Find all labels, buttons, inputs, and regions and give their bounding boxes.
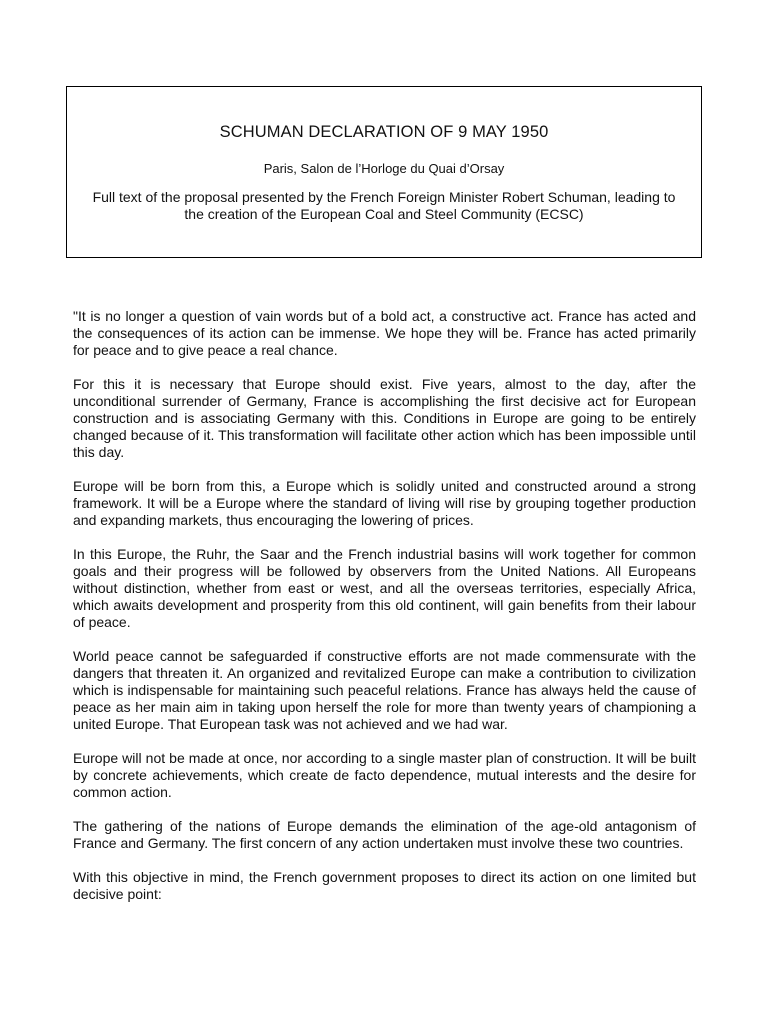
paragraph: Europe will be born from this, a Europe which is solidly united and constructed around a strong framework. It will be a Europe where the standard of living will rise by grouping together production and expanding markets, thus encouraging the lowering of prices.: [73, 478, 696, 528]
paragraph: World peace cannot be safeguarded if constructive efforts are not made commensurate with the dangers that threaten it. An organized and revitalized Europe can make a contribution to civilization which is indispensable for maintaining such peaceful relations. France has always held the cause of peace as her main aim in taking upon herself the role for more than twenty years of championing a united Europe. That European task was not achieved and we had war.: [73, 648, 696, 732]
document-intro: Full text of the proposal presented by the French Foreign Minister Robert Schuman, leading to the creation of the European Coal and Steel Community (ECSC): [92, 189, 676, 222]
header-box: [66, 86, 702, 258]
document-place: Paris, Salon de l’Horloge du Quai d’Orsay: [263, 161, 505, 176]
declaration-body: [73, 308, 696, 920]
paragraph: The gathering of the nations of Europe demands the elimination of the age-old antagonism of France and Germany. The first concern of any action undertaken must involve these two countries.: [73, 818, 696, 851]
paragraph: For this it is necessary that Europe should exist. Five years, almost to the day, after the unconditional surrender of Germany, France is accomplishing the first decisive act for European construction and is associating Germany with this. Conditions in Europe are going to be entirely changed because of it. This transformation will facilitate other action which has been impossible until this day.: [73, 376, 696, 460]
paragraph: "It is no longer a question of vain words but of a bold act, a constructive act. France has acted and the consequences of its action can be immense. We hope they will be. France has acted primarily for peace and to give peace a real chance.: [73, 308, 696, 358]
paragraph: Europe will not be made at once, nor according to a single master plan of construction. It will be built by concrete achievements, which create de facto dependence, mutual interests and the desire for common action.: [73, 750, 696, 800]
paragraph: With this objective in mind, the French government proposes to direct its action on one limited but decisive point:: [73, 869, 696, 902]
paragraph: In this Europe, the Ruhr, the Saar and the French industrial basins will work together for common goals and their progress will be followed by observers from the United Nations. All Europeans without distinction, whether from east or west, and all the overseas territories, especially Africa, which awaits development and prosperity from this old continent, will gain benefits from their labour of peace.: [73, 546, 696, 630]
document-title: SCHUMAN DECLARATION OF 9 MAY 1950: [219, 123, 549, 141]
